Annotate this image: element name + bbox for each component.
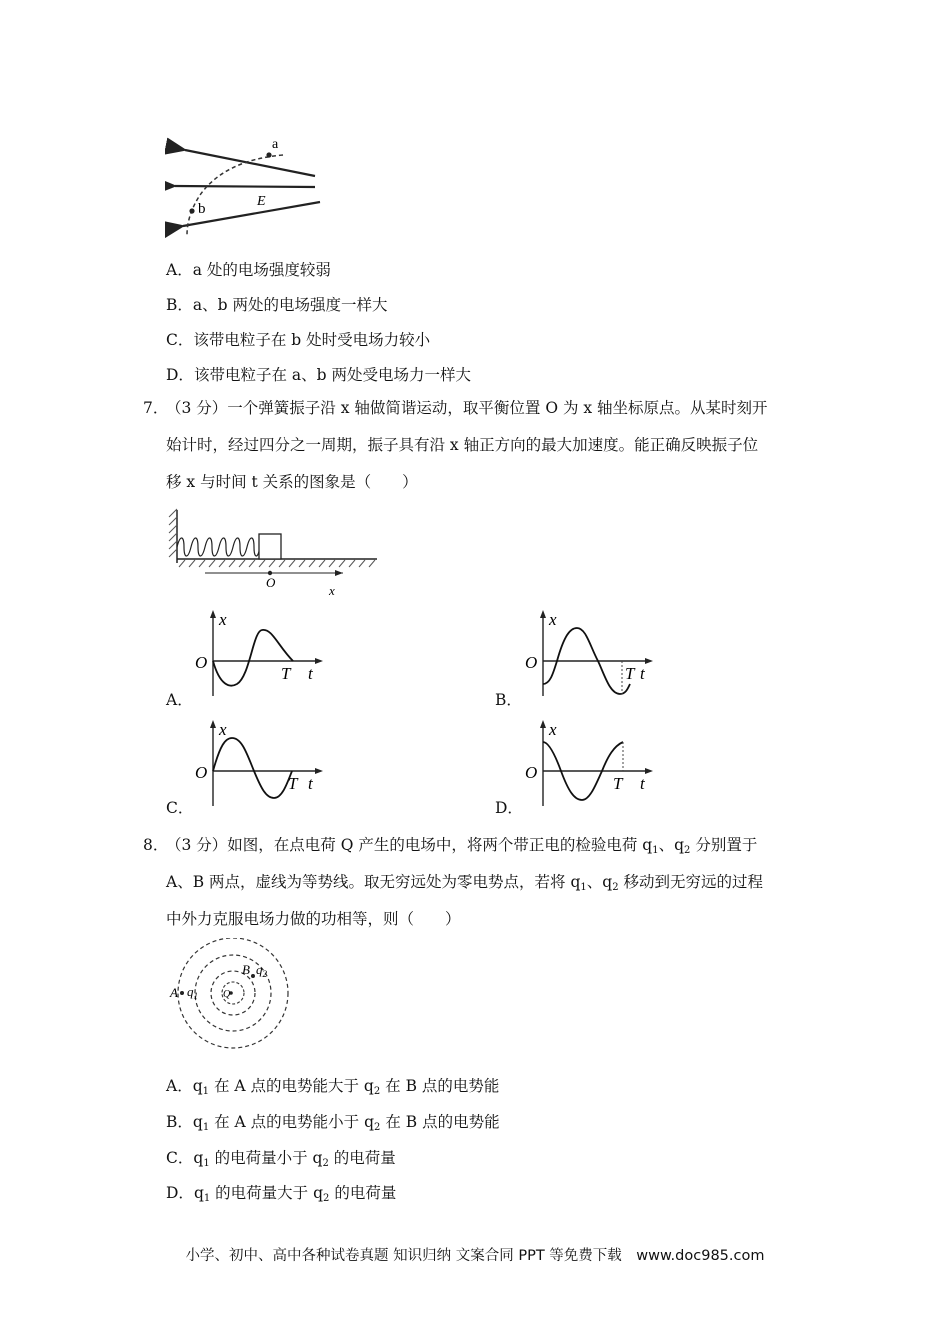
q7-line-1: （3 分）一个弹簧振子沿 x 轴做简谐运动，取平衡位置 O 为 x 轴坐标原点。从某时刻开	[166, 399, 768, 417]
svg-text:x: x	[549, 720, 557, 739]
spring-oscillator-figure	[165, 505, 385, 600]
q8-option-d: D．$q_1$ 的电荷量大于 $q_2$ 的电荷量	[166, 1184, 397, 1204]
q7-number: 7．	[143, 399, 169, 417]
q6-option-a: A．a 处的电场强度较弱	[166, 261, 331, 279]
svg-text:t: t	[308, 664, 313, 683]
q6-option-c: C．该带电粒子在 b 处时受电场力较小	[166, 331, 431, 349]
label-e: E	[257, 194, 266, 209]
label-a: a	[272, 137, 279, 152]
field-line-middle	[175, 186, 315, 187]
svg-text:T: T	[613, 774, 623, 793]
field-line-top	[185, 150, 315, 176]
svg-text:O: O	[525, 763, 538, 782]
svg-text:A: A	[170, 985, 178, 1000]
q8-line-3: 中外力克服电场力做的功相等，则（ ）	[166, 910, 461, 928]
spring-axis-label: x	[329, 583, 335, 598]
point-b	[189, 208, 194, 213]
spring-origin-label: O	[266, 575, 276, 590]
q8-option-c: C．$q_1$ 的电荷量小于 $q_2$ 的电荷量	[166, 1149, 396, 1169]
oscillator-block	[259, 534, 281, 559]
q8-option-b: B．$q_1$ 在 A 点的电势能小于 $q_2$ 在 B 点的电势能	[166, 1113, 500, 1133]
svg-text:q2: $q_2$	[256, 962, 267, 979]
svg-text:q1: $q_1$	[187, 984, 198, 1001]
q8-line-2: A、B 两点，虚线为等势线。取无穷远处为零电势点，若将 $q_1$、$q_2$ 移动到无穷远的过程	[166, 873, 763, 893]
graph-option-b	[520, 606, 655, 701]
svg-text:T: T	[288, 774, 298, 793]
svg-text:x: x	[219, 720, 227, 739]
svg-text:T: T	[625, 664, 635, 683]
svg-text:O: O	[525, 653, 538, 672]
graph-option-c	[190, 716, 325, 811]
svg-text:B: B	[242, 962, 250, 977]
svg-text:x: x	[219, 610, 227, 629]
label-b: b	[198, 201, 206, 217]
graph-option-a	[190, 606, 325, 701]
q7-option-d: D．	[495, 799, 523, 817]
svg-text:t: t	[308, 774, 313, 793]
q6-option-d: D．该带电粒子在 a、b 两处受电场力一样大	[166, 366, 471, 384]
svg-text:T: T	[281, 664, 291, 683]
q8-line-1: （3 分）如图，在点电荷 Q 产生的电场中，将两个带正电的检验电荷 $q_1$、$q_2$ 分别置于	[166, 836, 758, 856]
q7-line-3: 移 x 与时间 t 关系的图象是（ ）	[166, 473, 418, 491]
point-a	[266, 152, 271, 157]
q7-option-a: A．	[166, 691, 193, 709]
graph-option-d	[520, 716, 655, 811]
page-footer: 小学、初中、高中各种试卷真题 知识归纳 文案合同 PPT 等免费下载 www.doc985.com	[185, 1248, 765, 1264]
electric-field-figure	[165, 130, 330, 240]
q8-number: 8．	[143, 836, 169, 854]
svg-text:x: x	[549, 610, 557, 629]
svg-text:O: O	[195, 653, 208, 672]
q6-option-b: B．a、b 两处的电场强度一样大	[166, 296, 388, 314]
q7-option-c: C．	[166, 799, 194, 817]
q7-option-b: B．	[495, 691, 522, 709]
equipotential-figure	[165, 938, 300, 1053]
svg-text:O: O	[195, 763, 208, 782]
q7-line-2: 始计时，经过四分之一周期，振子具有沿 x 轴正方向的最大加速度。能正确反映振子位	[166, 436, 759, 454]
spring-coil	[177, 538, 260, 556]
svg-text:t: t	[640, 774, 645, 793]
svg-text:t: t	[640, 664, 645, 683]
q8-option-a: A．$q_1$ 在 A 点的电势能大于 $q_2$ 在 B 点的电势能	[166, 1077, 500, 1097]
svg-text:Q: Q	[223, 989, 231, 1000]
